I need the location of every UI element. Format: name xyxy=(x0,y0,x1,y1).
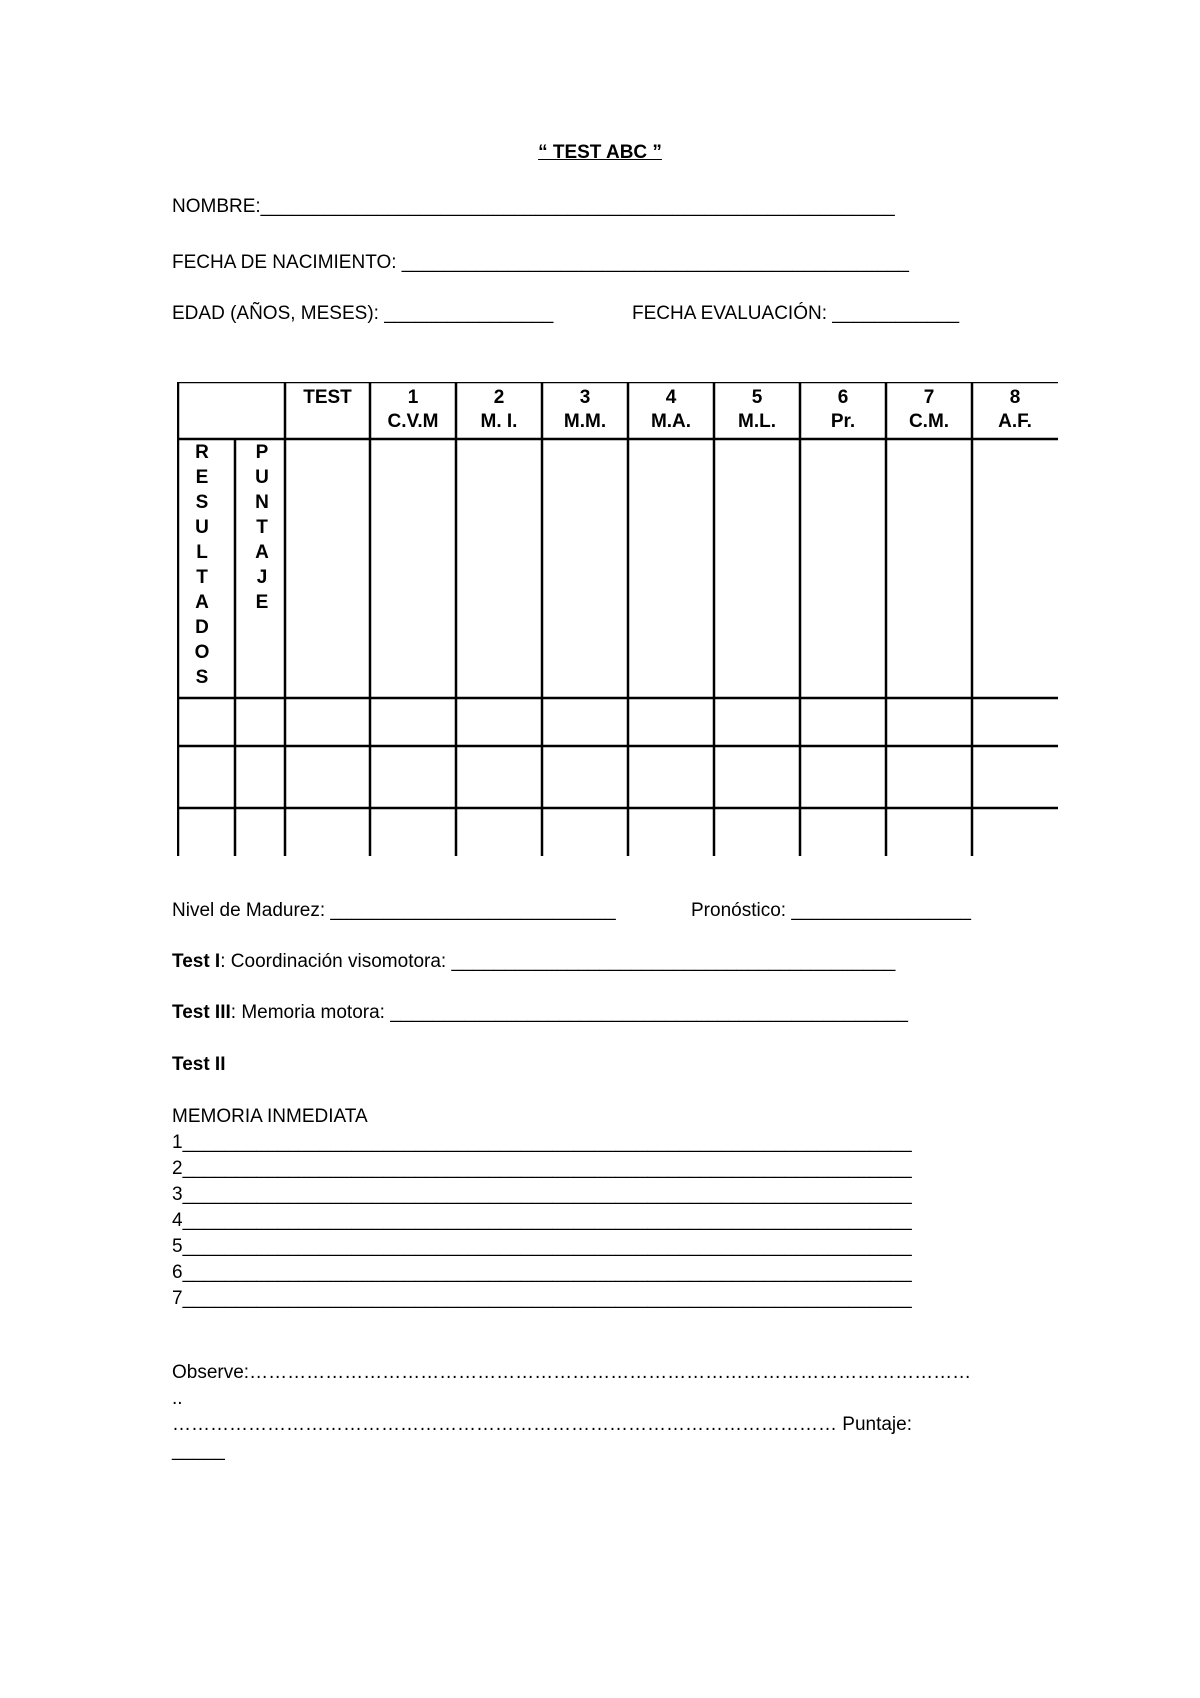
page-title: “ TEST ABC ” xyxy=(538,142,662,163)
vertical-letter: D xyxy=(195,617,209,638)
observe-line-2: .. xyxy=(172,1388,183,1409)
memoria-line-6: 6_____________________________________________________________________ xyxy=(172,1262,912,1283)
vertical-letter: E xyxy=(195,467,209,488)
header-col-abbr: C.V.M xyxy=(387,411,439,432)
header-col-number: 5 xyxy=(751,387,763,408)
observe-line-1: Observe:…………………………………………………………………………………………………… xyxy=(172,1362,972,1383)
observe-line-4: _____ xyxy=(172,1440,225,1461)
vertical-letter: N xyxy=(255,492,269,513)
header-col-number: 3 xyxy=(579,387,591,408)
header-col-7 xyxy=(886,386,972,434)
vertical-letter: S xyxy=(195,667,209,688)
pronostico-field: Pronóstico: _________________ xyxy=(691,900,971,921)
fecha-evaluacion-field: FECHA EVALUACIÓN: ____________ xyxy=(632,303,960,324)
table-grid xyxy=(177,382,1058,856)
vertical-resultados xyxy=(187,440,217,690)
observe-section xyxy=(172,1360,971,1464)
header-col-1 xyxy=(370,386,456,434)
header-test: TEST xyxy=(303,387,352,408)
test1-label: Test I xyxy=(172,951,221,972)
test1-text: : Coordinación visomotora: __________________________________________ xyxy=(220,951,896,972)
header-col-abbr: M.A. xyxy=(650,411,692,432)
vertical-letter: L xyxy=(196,542,208,563)
header-col-3 xyxy=(542,386,628,434)
header-col-abbr: M.L. xyxy=(738,411,776,432)
header-col-abbr: M. I. xyxy=(480,411,518,432)
test3-label: Test III xyxy=(172,1002,231,1023)
nombre-field: NOMBRE:____________________________________________________________ xyxy=(172,196,895,217)
memoria-heading: MEMORIA INMEDIATA xyxy=(172,1106,368,1127)
header-col-number: 7 xyxy=(923,387,935,408)
header-col-abbr: Pr. xyxy=(830,411,856,432)
vertical-letter: U xyxy=(255,467,269,488)
edad-field: EDAD (AÑOS, MESES): ________________ xyxy=(172,303,554,324)
test2-label: Test II xyxy=(172,1054,226,1075)
memoria-line-7: 7_____________________________________________________________________ xyxy=(172,1288,912,1309)
test3-field xyxy=(172,1002,908,1024)
header-col-abbr: C.M. xyxy=(908,411,950,432)
vertical-puntaje xyxy=(247,440,277,615)
vertical-letter: P xyxy=(255,442,269,463)
vertical-letter: A xyxy=(255,542,269,563)
header-col-2 xyxy=(456,386,542,434)
vertical-letter: J xyxy=(256,567,268,588)
header-col-abbr: M.M. xyxy=(563,411,607,432)
vertical-letter: E xyxy=(255,592,269,613)
test1-field xyxy=(172,951,895,973)
header-col-number: 2 xyxy=(493,387,505,408)
vertical-letter: A xyxy=(195,592,209,613)
vertical-letter: O xyxy=(194,642,210,663)
header-col-number: 8 xyxy=(1009,387,1021,408)
results-table xyxy=(177,382,1058,856)
memoria-line-5: 5_____________________________________________________________________ xyxy=(172,1236,912,1257)
header-col-abbr: A.F. xyxy=(998,411,1032,432)
header-col-5 xyxy=(714,386,800,434)
vertical-letter: T xyxy=(256,517,268,538)
memoria-line-1: 1_____________________________________________________________________ xyxy=(172,1132,912,1153)
memoria-line-4: 4_____________________________________________________________________ xyxy=(172,1210,912,1231)
header-col-6 xyxy=(800,386,886,434)
vertical-letter: S xyxy=(195,492,209,513)
header-col-8 xyxy=(972,386,1058,434)
header-col-number: 1 xyxy=(407,387,419,408)
vertical-letter: U xyxy=(195,517,209,538)
fecha-nacimiento-field: FECHA DE NACIMIENTO: ________________________________________________ xyxy=(172,252,910,273)
memoria-line-3: 3_____________________________________________________________________ xyxy=(172,1184,912,1205)
header-col-number: 6 xyxy=(837,387,849,408)
vertical-letter: R xyxy=(195,442,209,463)
header-col-4 xyxy=(628,386,714,434)
memoria-section xyxy=(172,1104,912,1312)
header-col-number: 4 xyxy=(665,387,677,408)
test3-text: : Memoria motora: _________________________________________________ xyxy=(230,1002,908,1023)
nivel-madurez-field: Nivel de Madurez: ___________________________ xyxy=(172,900,616,921)
vertical-letter: T xyxy=(196,567,208,588)
observe-line-3: …………………………………………………………………………………………… Puntaje: xyxy=(172,1414,912,1435)
memoria-line-2: 2_____________________________________________________________________ xyxy=(172,1158,912,1179)
